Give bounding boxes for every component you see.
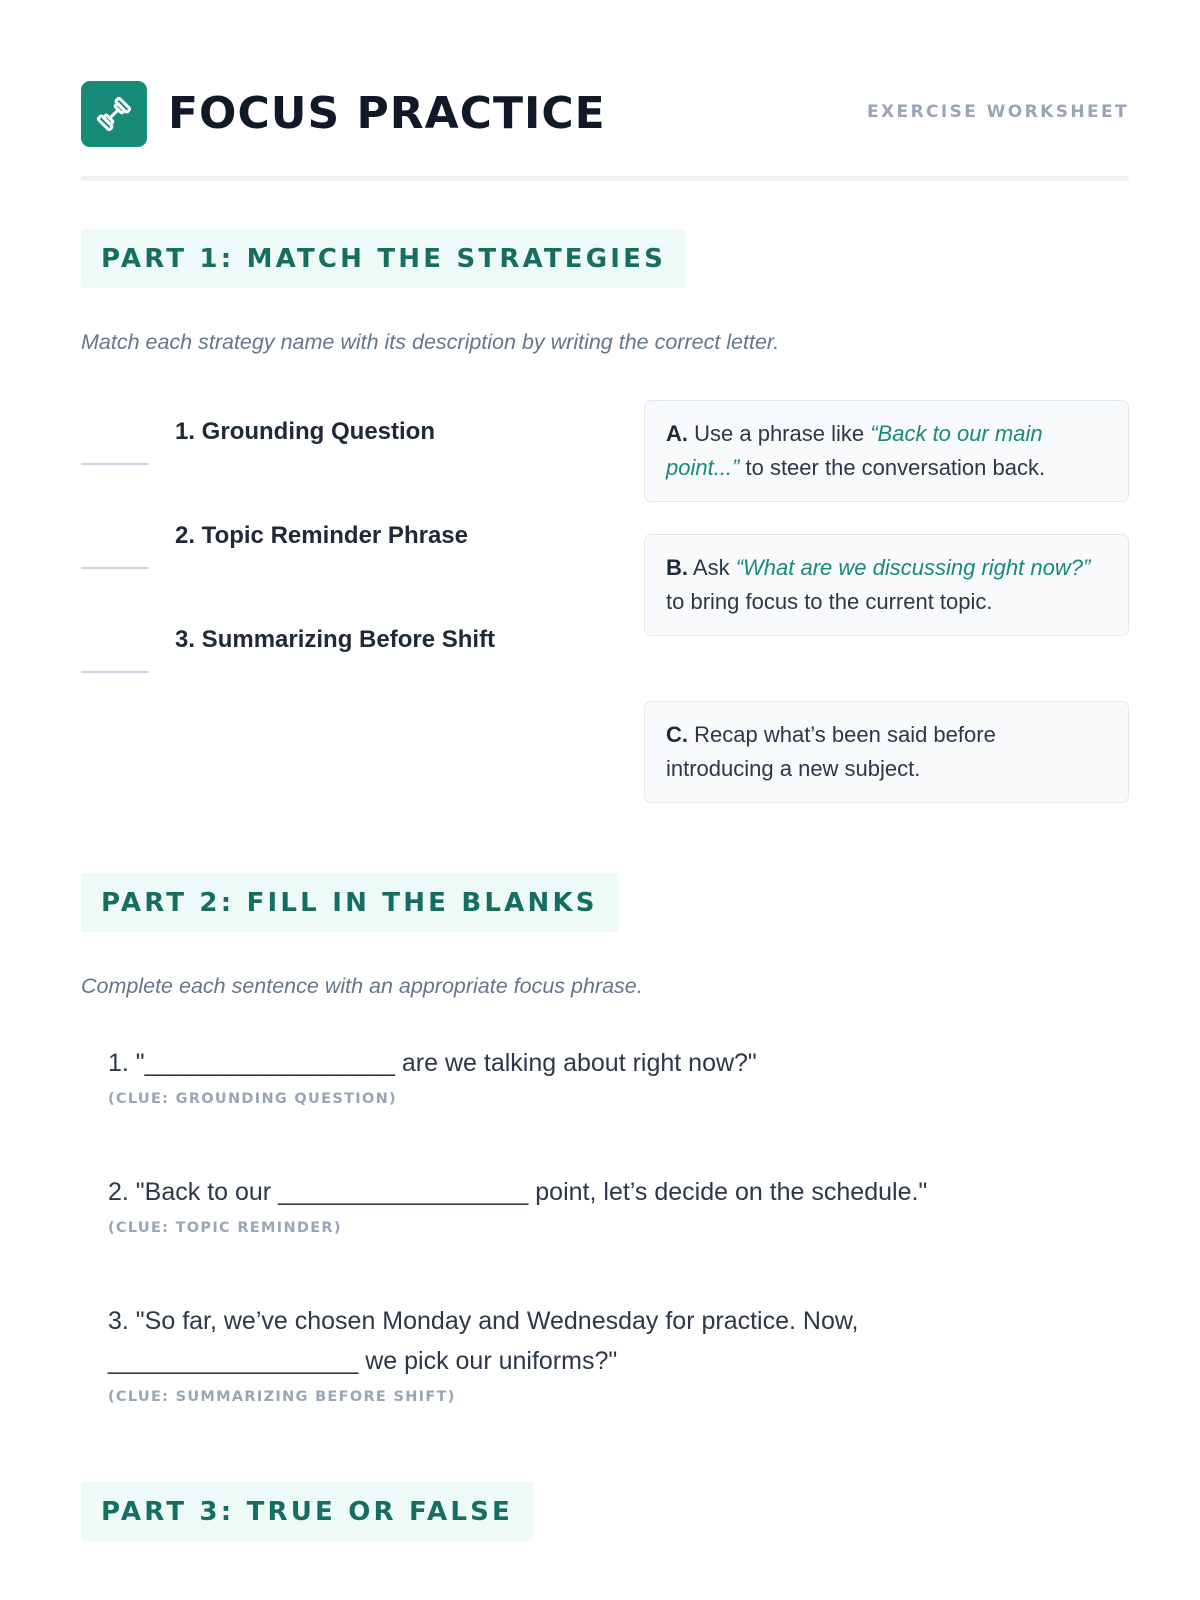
header-divider [81, 176, 1129, 181]
description-letter: C. [666, 722, 688, 747]
clue-label: (CLUE: GROUNDING QUESTION) [108, 1091, 397, 1107]
part3-heading-text: PART 3: TRUE OR FALSE [101, 1496, 513, 1527]
description-letter: B. [666, 555, 688, 580]
fill-blank-item [108, 1172, 1108, 1236]
page-subtitle: EXERCISE WORKSHEET [867, 102, 1129, 122]
page-title: FOCUS PRACTICE [168, 88, 606, 139]
answer-blank[interactable] [81, 671, 148, 673]
clue-label: (CLUE: SUMMARIZING BEFORE SHIFT) [108, 1389, 456, 1405]
part2-heading [81, 873, 618, 932]
fill-sentence: 2. "Back to our __________________ point, let’s decide on the schedule." [108, 1178, 928, 1206]
strategy-name: 1. Grounding Question [175, 418, 435, 445]
description-text: to steer the conversation back. [739, 455, 1046, 480]
part2-heading-text: PART 2: FILL IN THE BLANKS [101, 887, 598, 918]
fill-blank-item [108, 1043, 1108, 1107]
part1-instructions: Match each strategy name with its description by writing the correct letter. [81, 330, 780, 354]
answer-blank[interactable] [81, 567, 148, 569]
description-quote: “What are we discussing right now?” [735, 555, 1091, 580]
strategy-item [81, 626, 601, 686]
description-quote: “Back to our main point...” [666, 421, 1043, 480]
description-text: to bring focus to the current topic. [666, 589, 993, 614]
worksheet-page [81, 0, 1129, 1600]
answer-blank[interactable] [81, 463, 148, 465]
fill-sentence: 3. "So far, we’ve chosen Monday and Wednesday for practice. Now, __________________ we pick our uniforms?" [108, 1307, 859, 1375]
part2-instructions: Complete each sentence with an appropriate focus phrase. [81, 974, 643, 998]
part1-heading [81, 229, 686, 288]
strategy-name: 2. Topic Reminder Phrase [175, 522, 468, 549]
description-text: Use a phrase like [694, 421, 871, 446]
description-text: Recap what’s been said before introducing a new subject. [666, 722, 996, 781]
part1-heading-text: PART 1: MATCH THE STRATEGIES [101, 243, 667, 274]
description-card-c [644, 701, 1129, 803]
strategy-name: 3. Summarizing Before Shift [175, 626, 496, 653]
dumbbell-icon [81, 81, 147, 147]
strategy-item [81, 418, 601, 478]
description-card-b [644, 534, 1129, 636]
part3-heading [81, 1482, 533, 1541]
fill-sentence: 1. "__________________ are we talking about right now?" [108, 1049, 757, 1077]
strategy-item [81, 522, 601, 582]
clue-label: (CLUE: TOPIC REMINDER) [108, 1220, 342, 1236]
fill-blank-item [108, 1301, 968, 1405]
description-letter: A. [666, 421, 688, 446]
description-card-a [644, 400, 1129, 502]
description-text: Ask [692, 555, 736, 580]
worksheet-header [81, 81, 1129, 147]
